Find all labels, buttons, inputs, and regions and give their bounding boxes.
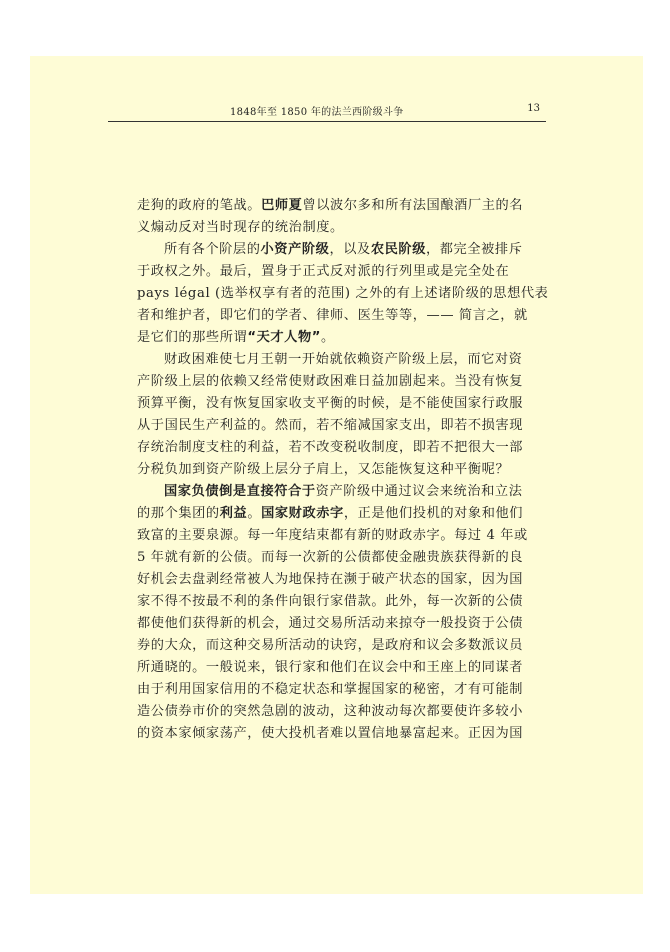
bold-text: 小资产阶级 (260, 242, 330, 257)
running-title: 1848年至 1850 年的法兰西阶级斗争 (230, 107, 404, 118)
text-span: 所有各个阶层的 (164, 242, 261, 257)
page-number: 13 (527, 103, 540, 114)
text-span: 于政权之外。最后，置身于正式反对派的行列里或是完全处在 (137, 264, 510, 279)
text-span: ，以及 (329, 242, 371, 257)
text-span: 券的大众，而这种交易所活动的诀窍，是政府和议会多数派议员 (137, 638, 524, 653)
text-line (137, 613, 547, 635)
text-span: 所通晓的。一般说来，银行家和他们在议会中和王座上的同谋者 (137, 660, 524, 675)
text-span: 资产阶级中通过议会来统治和立法 (315, 484, 523, 499)
text-line (137, 635, 547, 657)
text-line (137, 459, 547, 481)
text-span: 的资本家倾家荡产，使大投机者难以置信地暴富起来。正因为国 (137, 726, 524, 741)
text-span: 财政困难使七月王朝一开始就依赖资产阶级上层，而它对资 (164, 352, 523, 367)
text-line (137, 415, 547, 437)
text-line (137, 569, 547, 591)
body-text (137, 195, 547, 745)
bold-text: 利益 (219, 506, 248, 521)
running-header (108, 103, 546, 122)
bold-text: 农民阶级 (370, 242, 426, 257)
text-span: 曾以波尔多和所有法国酿酒厂主的名 (302, 198, 524, 213)
text-line (137, 481, 547, 503)
text-span: ，都完全被排斥 (425, 242, 523, 257)
text-line (137, 283, 547, 305)
text-span: 从于国民生产利益的。然而，若不缩减国家支出，即若不损害现 (137, 418, 524, 433)
text-span: 义煽动反对当时现存的统治制度。 (137, 220, 344, 235)
text-span: 由于利用国家信用的不稳定状态和掌握国家的秘密，才有可能制 (137, 682, 524, 697)
text-span: 造公债券市价的突然急剧的波动，这种波动每次都要使许多较小 (137, 704, 524, 719)
bold-text: 巴师夏 (261, 198, 303, 213)
text-span: 存统治制度支柱的利益，若不改变税收制度，即若不把很大一部 (137, 440, 524, 455)
text-span: 家不得不按最不利的条件向银行家借款。此外，每一次新的公债 (137, 594, 524, 609)
text-line (137, 239, 547, 261)
text-span: ，正是他们投机的对象和他们 (343, 506, 524, 521)
text-line (137, 547, 547, 569)
text-span: 好机会去盘剥经常被人为地保持在濒于破产状态的国家，因为国 (137, 572, 524, 587)
text-line (137, 195, 547, 217)
bold-text: “天才人物” (247, 330, 321, 345)
text-span: 产阶级上层的依赖又经常使财政困难日益加剧起来。当没有恢复 (137, 374, 524, 389)
text-span: 都使他们获得新的机会，通过交易所活动来掠夺一般投资于公债 (137, 616, 524, 631)
text-span: 者和维护者，即它们的学者、律师、医生等等，—— 简言之，就 (137, 308, 528, 323)
text-span: 走狗的政府的笔战。 (137, 198, 262, 213)
text-line (137, 679, 547, 701)
text-line (137, 591, 547, 613)
text-line (137, 437, 547, 459)
bold-text: 国家财政赤字 (261, 506, 344, 521)
text-line (137, 349, 547, 371)
text-line (137, 305, 547, 327)
text-span: 5 年就有新的公债。而每一次新的公债都使金融贵族获得新的良 (137, 550, 524, 565)
text-line (137, 261, 547, 283)
text-span: pays légal (选举权享有者的范围) 之外的有上述诸阶级的思想代表 (137, 286, 549, 301)
text-line (137, 371, 547, 393)
text-line (137, 503, 547, 525)
text-span: 的那个集团的 (137, 506, 220, 521)
text-span: 。 (247, 506, 262, 521)
text-span: 致富的主要泉源。每一年度结束都有新的财政赤字。每过 4 年或 (137, 528, 528, 543)
text-line (137, 327, 547, 349)
text-span: 分税负加到资产阶级上层分子肩上，又怎能恢复这种平衡呢？ (137, 462, 510, 477)
text-span: 是它们的那些所谓 (137, 330, 248, 345)
text-span: 预算平衡，没有恢复国家收支平衡的时候，是不能使国家行政服 (137, 396, 524, 411)
text-line (137, 657, 547, 679)
text-span: 。 (321, 330, 335, 345)
text-line (137, 525, 547, 547)
text-line (137, 701, 547, 723)
text-line (137, 723, 547, 745)
text-line (137, 217, 547, 239)
text-line (137, 393, 547, 415)
bold-text: 国家负债倒是直接符合于 (164, 484, 316, 499)
